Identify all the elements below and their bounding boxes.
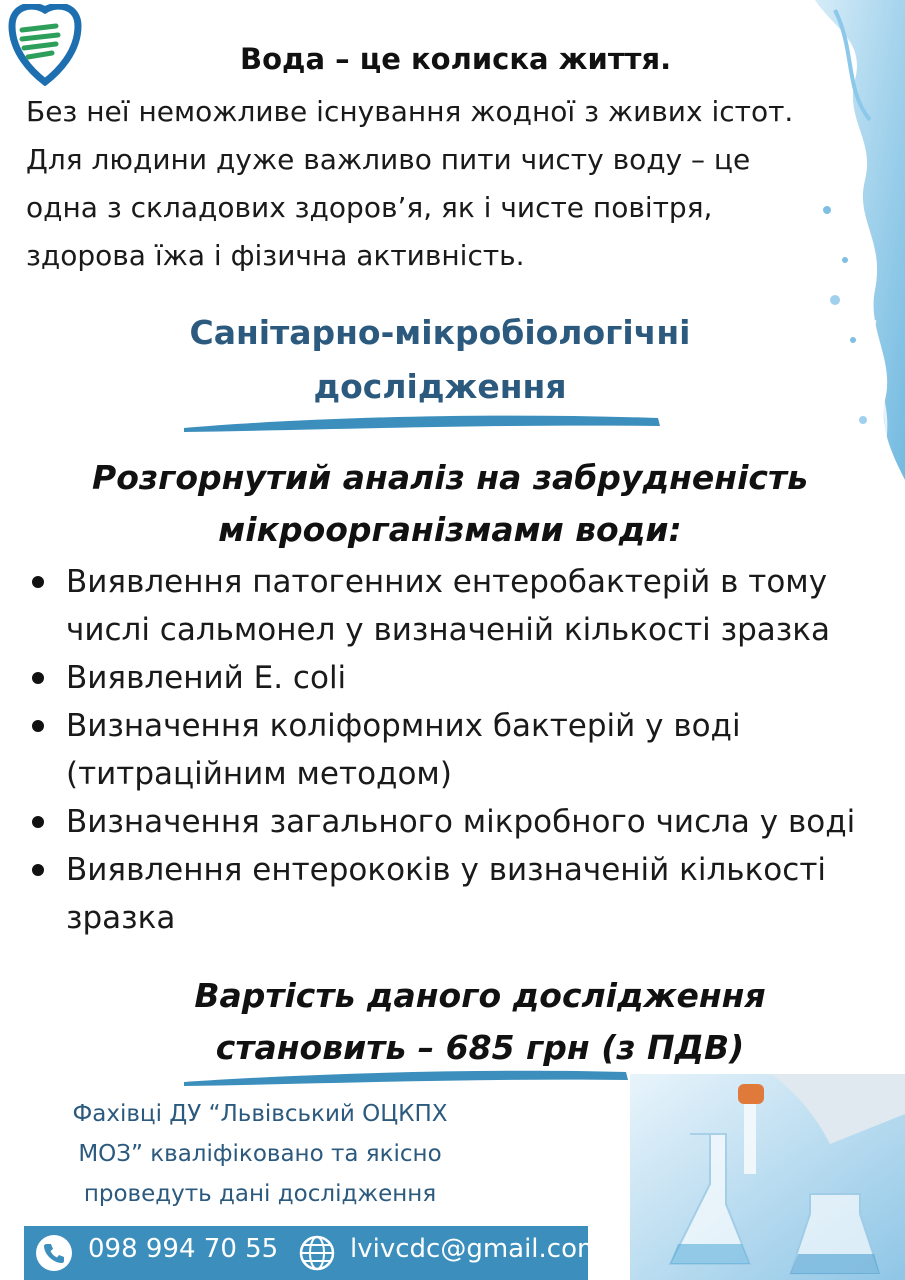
brush-underline-price	[180, 1062, 632, 1088]
shield-logo-icon	[6, 4, 84, 86]
price-line2: становить – 685 грн (з ПДВ)	[215, 1028, 745, 1067]
list-item: Виявлення ентерококів у визначеній кількості зразка	[30, 846, 890, 942]
price-text	[120, 970, 840, 1074]
specialists-line2: МОЗ” кваліфіковано та якісно	[78, 1141, 442, 1167]
list-item: Виявлений E. coli	[30, 654, 890, 702]
intro-text: Без неї неможливе існування жодної з живих істот. Для людини дуже важливо пити чисту воду – це одна з складових здоров’я, як і чисте повітря, здорова їжа і фізична активність.	[26, 95, 794, 272]
phone-icon	[34, 1233, 74, 1273]
analysis-title	[40, 452, 860, 556]
analysis-title-line2: мікроорганізмами води:	[218, 510, 682, 549]
globe-icon	[297, 1233, 337, 1273]
brush-underline	[180, 404, 665, 434]
analysis-title-line1: Розгорнутий аналіз на забрудненість	[92, 458, 808, 497]
specialists-line1: Фахівці ДУ “Львівський ОЦКПХ	[72, 1101, 448, 1127]
list-item: Визначення коліформних бактерій у воді (титраційним методом)	[30, 702, 890, 798]
list-item: Виявлення патогенних ентеробактерій в тому числі сальмонел у визначеній кількості зразка	[30, 558, 890, 654]
section-title-line2: дослідження	[313, 367, 567, 406]
contact-phone[interactable]: 098 994 70 55	[88, 1234, 279, 1264]
specialists-text	[30, 1094, 490, 1214]
contact-email[interactable]: lvivcdc@gmail.com	[350, 1234, 603, 1264]
section-title	[120, 306, 760, 414]
list-item: Визначення загального мікробного числа у воді	[30, 798, 890, 846]
section-title-line1: Санітарно-мікробіологічні	[189, 313, 691, 352]
analysis-list	[30, 558, 890, 942]
price-line1: Вартість даного дослідження	[194, 976, 766, 1015]
intro-title: Вода – це колиска життя.	[240, 42, 672, 76]
lab-flask-photo	[630, 1074, 905, 1280]
specialists-line3: проведуть дані дослідження	[83, 1181, 437, 1207]
